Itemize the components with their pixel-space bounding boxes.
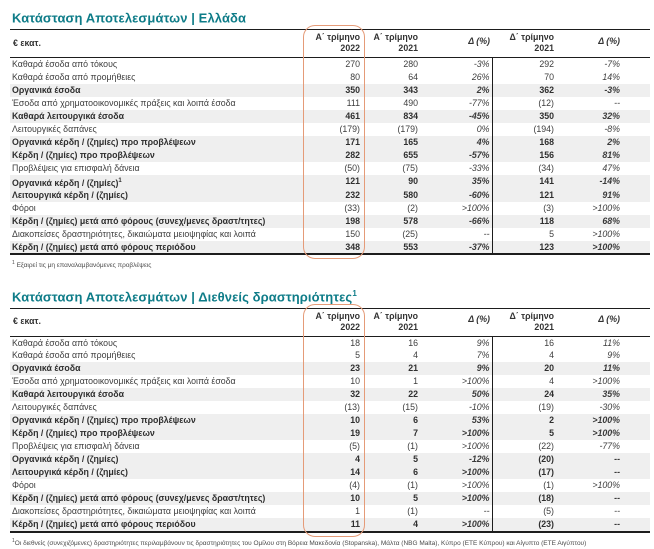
row-label: Κέρδη / (ζημίες) μετά από φόρους περιόδου bbox=[12, 241, 196, 252]
delta-percent-cell: 26% bbox=[420, 71, 492, 84]
value-cell: 198 bbox=[345, 216, 360, 227]
footnote-text: Εξαιρεί τις μη επαναλαμβανόμενες προβλέψεις bbox=[14, 262, 152, 270]
delta-percent-cell: -- bbox=[420, 228, 492, 241]
value-cell: 350 bbox=[539, 110, 554, 121]
table-row bbox=[10, 189, 650, 202]
delta-percent-cell: -10% bbox=[420, 401, 492, 414]
delta-percent-cell: -77% bbox=[420, 97, 492, 110]
title-text: Κατάσταση Αποτελεσμάτων | Ελλάδα bbox=[12, 10, 247, 26]
table-row bbox=[10, 71, 650, 84]
value-cell: 5 bbox=[549, 428, 554, 439]
value-cell: (179) bbox=[339, 123, 360, 134]
value-cell: (18) bbox=[538, 493, 554, 504]
value-cell: (4) bbox=[349, 480, 360, 491]
header-row bbox=[10, 308, 650, 336]
table-row bbox=[10, 401, 650, 414]
delta-percent-cell: 11% bbox=[603, 337, 620, 348]
spacer-cell bbox=[622, 149, 650, 162]
row-label: Έσοδα από χρηματοοικονομικές πράξεις και λοιπά έσοδα bbox=[12, 97, 236, 108]
spacer-cell bbox=[622, 336, 650, 349]
value-cell: 282 bbox=[345, 149, 360, 160]
value-cell: 10 bbox=[350, 493, 360, 504]
value-cell: 461 bbox=[345, 110, 360, 121]
spacer-cell bbox=[622, 505, 650, 518]
column-header-δ-: Δ (%) bbox=[556, 30, 622, 58]
table-row bbox=[10, 453, 650, 466]
row-label: Φόροι bbox=[12, 203, 36, 214]
row-label: Προβλέψεις για επισφαλή δάνεια bbox=[12, 441, 140, 452]
column-header-α-τρ-μηνο-2022: Α΄ τρίμηνο 2022 bbox=[305, 308, 362, 336]
value-cell: 16 bbox=[544, 337, 554, 348]
row-label: Οργανικά κέρδη / (ζημίες) bbox=[12, 454, 119, 465]
spacer-cell bbox=[622, 241, 650, 255]
row-label: Λειτουργικές δαπάνες bbox=[12, 402, 97, 413]
spacer-cell bbox=[622, 479, 650, 492]
table-row bbox=[10, 362, 650, 375]
spacer-cell bbox=[622, 427, 650, 440]
delta-percent-cell: 9% bbox=[420, 362, 492, 375]
value-cell: (2) bbox=[407, 203, 418, 214]
value-cell: (194) bbox=[533, 123, 554, 134]
delta-percent-cell: 7% bbox=[420, 349, 492, 362]
table-row bbox=[10, 58, 650, 71]
value-cell: (22) bbox=[538, 441, 554, 452]
delta-percent-cell: -- bbox=[614, 519, 620, 530]
spacer-cell bbox=[622, 401, 650, 414]
table-row bbox=[10, 375, 650, 388]
value-cell: 168 bbox=[539, 136, 554, 147]
value-cell: 171 bbox=[345, 136, 360, 147]
delta-percent-cell: -37% bbox=[420, 241, 492, 255]
value-cell: 4 bbox=[549, 376, 554, 387]
delta-percent-cell: >100% bbox=[592, 480, 620, 491]
value-cell: 270 bbox=[345, 59, 360, 69]
value-cell: 121 bbox=[345, 176, 360, 187]
delta-percent-cell: 35% bbox=[420, 175, 492, 189]
table-row bbox=[10, 149, 650, 162]
value-cell: (20) bbox=[538, 454, 554, 465]
value-cell: 121 bbox=[539, 190, 554, 201]
table-row bbox=[10, 336, 650, 349]
column-header-α-τρ-μηνο-2022: Α΄ τρίμηνο 2022 bbox=[305, 30, 362, 58]
value-cell: 6 bbox=[413, 467, 418, 478]
page-title bbox=[12, 6, 650, 26]
table-row bbox=[10, 440, 650, 453]
delta-percent-cell: >100% bbox=[420, 479, 492, 492]
delta-percent-cell: -- bbox=[614, 454, 620, 465]
value-cell: 350 bbox=[345, 84, 360, 95]
value-cell: (5) bbox=[349, 441, 360, 452]
delta-percent-cell: -45% bbox=[420, 110, 492, 123]
table-row bbox=[10, 427, 650, 440]
value-cell: 7 bbox=[413, 428, 418, 439]
footnote-marker: 1 bbox=[12, 260, 15, 267]
spacer-header-cell bbox=[622, 30, 650, 58]
row-label: Κέρδη / (ζημίες) προ προβλέψεων bbox=[12, 428, 155, 439]
value-cell: 5 bbox=[413, 493, 418, 504]
value-cell: (3) bbox=[543, 203, 554, 214]
column-header-α-τρ-μηνο-2021: Α΄ τρίμηνο 2021 bbox=[362, 30, 420, 58]
value-cell: 362 bbox=[539, 84, 554, 95]
delta-percent-cell: -8% bbox=[604, 123, 620, 134]
table-row bbox=[10, 202, 650, 215]
value-cell: 343 bbox=[403, 84, 418, 95]
spacer-cell bbox=[622, 123, 650, 136]
value-cell: 4 bbox=[413, 350, 418, 361]
value-cell: (1) bbox=[407, 480, 418, 491]
spacer-cell bbox=[622, 453, 650, 466]
row-label: Λειτουργικά κέρδη / (ζημίες) bbox=[12, 467, 128, 478]
table-row bbox=[10, 505, 650, 518]
delta-percent-cell: 2% bbox=[420, 84, 492, 97]
delta-percent-cell: >100% bbox=[420, 492, 492, 505]
spacer-cell bbox=[622, 84, 650, 97]
value-cell: (1) bbox=[407, 506, 418, 517]
title-superscript: 1 bbox=[352, 288, 357, 298]
delta-percent-cell: >100% bbox=[420, 440, 492, 453]
row-label: Οργανικά έσοδα bbox=[12, 84, 81, 95]
row-label: Οργανικά κέρδη / (ζημίες) προ προβλέψεων bbox=[12, 136, 196, 147]
spacer-cell bbox=[622, 202, 650, 215]
value-cell: 580 bbox=[403, 190, 418, 201]
value-cell: 150 bbox=[345, 229, 360, 240]
value-cell: (23) bbox=[538, 519, 554, 530]
row-label: Καθαρά λειτουργικά έσοδα bbox=[12, 389, 125, 400]
value-cell: 5 bbox=[413, 454, 418, 465]
value-cell: (17) bbox=[538, 467, 554, 478]
table-row bbox=[10, 162, 650, 175]
value-cell: 32 bbox=[350, 389, 360, 400]
value-cell: 90 bbox=[408, 176, 418, 187]
value-cell: 118 bbox=[539, 216, 554, 227]
column-header-δ-: Δ (%) bbox=[420, 308, 492, 336]
value-cell: 348 bbox=[345, 241, 360, 252]
spacer-cell bbox=[622, 189, 650, 202]
unit-header-cell: € εκατ. bbox=[10, 308, 305, 336]
spacer-cell bbox=[622, 466, 650, 479]
title-text: Κατάσταση Αποτελεσμάτων | Διεθνείς δραστηριότητες bbox=[12, 288, 353, 304]
table-row bbox=[10, 175, 650, 189]
value-cell: 4 bbox=[413, 519, 418, 530]
value-cell: 18 bbox=[350, 337, 360, 348]
row-label: Λειτουργικές δαπάνες bbox=[12, 123, 97, 134]
delta-percent-cell: -- bbox=[614, 506, 620, 517]
spacer-cell bbox=[622, 349, 650, 362]
row-label: Οργανικά έσοδα bbox=[12, 363, 81, 374]
column-header-δ-: Δ (%) bbox=[420, 30, 492, 58]
value-cell: 292 bbox=[539, 59, 554, 69]
delta-percent-cell: 68% bbox=[602, 216, 620, 227]
value-cell: 16 bbox=[408, 337, 418, 348]
delta-percent-cell: >100% bbox=[592, 415, 620, 426]
spacer-cell bbox=[622, 175, 650, 189]
delta-percent-cell: >100% bbox=[592, 428, 620, 439]
page-title-international bbox=[12, 285, 650, 302]
row-label: Προβλέψεις για επισφαλή δάνεια bbox=[12, 162, 140, 173]
value-cell: 123 bbox=[539, 241, 554, 252]
value-cell: (19) bbox=[538, 402, 554, 413]
value-cell: 24 bbox=[544, 389, 554, 400]
delta-percent-cell: 4% bbox=[420, 136, 492, 149]
table-row bbox=[10, 136, 650, 149]
delta-percent-cell: >100% bbox=[592, 376, 620, 387]
value-cell: (1) bbox=[543, 480, 554, 491]
row-label: Καθαρά έσοδα από προμήθειες bbox=[12, 71, 136, 82]
row-label: Οργανικά κέρδη / (ζημίες) προ προβλέψεων bbox=[12, 415, 196, 426]
spacer-cell bbox=[622, 215, 650, 228]
row-label: Διακοπείσες δραστηριότητες, δικαιώματα μειοψηφίας και λοιπά bbox=[12, 506, 256, 517]
delta-percent-cell: -14% bbox=[599, 176, 620, 187]
table-row bbox=[10, 123, 650, 136]
value-cell: 10 bbox=[350, 376, 360, 387]
value-cell: (179) bbox=[397, 123, 418, 134]
spacer-header-cell bbox=[622, 308, 650, 336]
row-label: Καθαρά έσοδα από τόκους bbox=[12, 59, 118, 69]
header-row bbox=[10, 30, 650, 58]
spacer-cell bbox=[622, 136, 650, 149]
value-cell: 655 bbox=[403, 149, 418, 160]
value-cell: 156 bbox=[539, 149, 554, 160]
spacer-cell bbox=[622, 110, 650, 123]
table-row bbox=[10, 414, 650, 427]
table-row bbox=[10, 228, 650, 241]
value-cell: (13) bbox=[344, 402, 360, 413]
delta-percent-cell: -33% bbox=[420, 162, 492, 175]
value-cell: (1) bbox=[407, 441, 418, 452]
table-row bbox=[10, 388, 650, 401]
value-cell: (15) bbox=[402, 402, 418, 413]
value-cell: 22 bbox=[408, 389, 418, 400]
table-row bbox=[10, 349, 650, 362]
value-cell: 578 bbox=[403, 216, 418, 227]
value-cell: 70 bbox=[544, 71, 554, 82]
table-row bbox=[10, 97, 650, 110]
value-cell: (34) bbox=[538, 162, 554, 173]
column-header-δ-τρ-μηνο-2021: Δ΄ τρίμηνο 2021 bbox=[492, 308, 556, 336]
value-cell: 141 bbox=[539, 176, 554, 187]
delta-percent-cell: >100% bbox=[592, 229, 620, 240]
row-label: Καθαρά έσοδα από τόκους bbox=[12, 337, 118, 348]
value-cell: 5 bbox=[355, 350, 360, 361]
row-label: Διακοπείσες δραστηριότητες, δικαιώματα μειοψηφίας και λοιπά bbox=[12, 229, 256, 240]
table-row bbox=[10, 518, 650, 532]
table-row bbox=[10, 466, 650, 479]
delta-percent-cell: -- bbox=[614, 493, 620, 504]
delta-percent-cell: -- bbox=[614, 467, 620, 478]
delta-percent-cell: -60% bbox=[420, 189, 492, 202]
delta-percent-cell: 91% bbox=[602, 190, 620, 201]
delta-percent-cell: >100% bbox=[592, 241, 620, 252]
delta-percent-cell: 35% bbox=[602, 389, 620, 400]
row-label: Έσοδα από χρηματοοικονομικές πράξεις και λοιπά έσοδα bbox=[12, 376, 236, 387]
spacer-cell bbox=[622, 440, 650, 453]
row-label: Λειτουργικά κέρδη / (ζημίες) bbox=[12, 190, 128, 201]
delta-percent-cell: >100% bbox=[420, 518, 492, 532]
value-cell: 4 bbox=[355, 454, 360, 465]
delta-percent-cell: 14% bbox=[602, 71, 620, 82]
value-cell: 232 bbox=[345, 190, 360, 201]
spacer-cell bbox=[622, 492, 650, 505]
delta-percent-cell: -30% bbox=[599, 402, 620, 413]
table-row bbox=[10, 84, 650, 97]
row-label: Οργανικά κέρδη / $(\zeta\eta\mu ί\varepsilon\varsigma)^1$ bbox=[12, 177, 122, 188]
value-cell: 19 bbox=[350, 428, 360, 439]
value-cell: 490 bbox=[403, 97, 418, 108]
delta-percent-cell: 9% bbox=[420, 336, 492, 349]
row-label: Κέρδη / (ζημίες) μετά από φόρους περιόδου bbox=[12, 519, 196, 530]
value-cell: 834 bbox=[403, 110, 418, 121]
value-cell: (12) bbox=[538, 97, 554, 108]
column-header-δ-: Δ (%) bbox=[556, 308, 622, 336]
delta-percent-cell: -7% bbox=[604, 59, 620, 69]
delta-percent-cell: 47% bbox=[602, 162, 620, 173]
delta-percent-cell: -- bbox=[614, 97, 620, 108]
delta-percent-cell: -66% bbox=[420, 215, 492, 228]
footnote bbox=[12, 537, 650, 548]
table-row bbox=[10, 479, 650, 492]
value-cell: 1 bbox=[413, 376, 418, 387]
value-cell: 14 bbox=[350, 467, 360, 478]
row-label: Καθαρά λειτουργικά έσοδα bbox=[12, 110, 125, 121]
value-cell: 80 bbox=[350, 71, 360, 82]
spacer-cell bbox=[622, 388, 650, 401]
income-statement-international-section bbox=[10, 285, 650, 548]
value-cell: 2 bbox=[549, 415, 554, 426]
value-cell: 64 bbox=[408, 71, 418, 82]
footnote-text: Οι διεθνείς (συνεχιζόμενες) δραστηριότητες περιλαμβάνουν τις δραστηριότητες του Ομίλου στη Βόρεια Μακεδονία (Stopanska), Μάλτα (NBG Malta), Κύπρο (ΕΤΕ Κύπρου) και Αίγυπτο (ΕΤΕ Αιγύπτου) bbox=[14, 539, 587, 547]
delta-percent-cell: -12% bbox=[420, 453, 492, 466]
footnote bbox=[12, 259, 650, 270]
value-cell: 21 bbox=[408, 363, 418, 374]
value-cell: 10 bbox=[350, 415, 360, 426]
delta-percent-cell: 2% bbox=[607, 136, 620, 147]
delta-percent-cell: -- bbox=[420, 505, 492, 518]
value-cell: (33) bbox=[344, 203, 360, 214]
delta-percent-cell: -3% bbox=[604, 84, 620, 95]
spacer-cell bbox=[622, 97, 650, 110]
delta-percent-cell: >100% bbox=[592, 203, 620, 214]
row-label-superscript: 1 bbox=[118, 177, 122, 184]
international-financial-table bbox=[10, 308, 650, 533]
value-cell: 1 bbox=[355, 506, 360, 517]
delta-percent-cell: -3% bbox=[420, 58, 492, 71]
delta-percent-cell: >100% bbox=[420, 427, 492, 440]
delta-percent-cell: 0% bbox=[420, 123, 492, 136]
row-label: Καθαρά έσοδα από προμήθειες bbox=[12, 350, 136, 361]
delta-percent-cell: 9% bbox=[607, 350, 620, 361]
value-cell: 553 bbox=[403, 241, 418, 252]
row-label: Κέρδη / (ζημίες) μετά από φόρους (συνεχ/μενες δραστ/τητες) bbox=[12, 216, 266, 227]
value-cell: 11 bbox=[350, 519, 360, 530]
value-cell: 280 bbox=[403, 59, 418, 69]
spacer-cell bbox=[622, 518, 650, 532]
table-row bbox=[10, 492, 650, 505]
spacer-cell bbox=[622, 162, 650, 175]
delta-percent-cell: -77% bbox=[599, 441, 620, 452]
spacer-cell bbox=[622, 414, 650, 427]
delta-percent-cell: 53% bbox=[420, 414, 492, 427]
value-cell: (75) bbox=[402, 162, 418, 173]
spacer-cell bbox=[622, 228, 650, 241]
value-cell: 20 bbox=[544, 363, 554, 374]
table-row bbox=[10, 215, 650, 228]
delta-percent-cell: >100% bbox=[420, 466, 492, 479]
value-cell: (25) bbox=[402, 229, 418, 240]
value-cell: (5) bbox=[543, 506, 554, 517]
value-cell: 6 bbox=[413, 415, 418, 426]
value-cell: (50) bbox=[344, 162, 360, 173]
table-row bbox=[10, 110, 650, 123]
row-label: Φόροι bbox=[12, 480, 36, 491]
footnote-marker: 1 bbox=[12, 537, 15, 544]
delta-percent-cell: 11% bbox=[603, 363, 620, 374]
delta-percent-cell: -57% bbox=[420, 149, 492, 162]
value-cell: 5 bbox=[549, 229, 554, 240]
row-label: Κέρδη / (ζημίες) προ προβλέψεων bbox=[12, 149, 155, 160]
income-statement-greece-section bbox=[10, 6, 650, 271]
delta-percent-cell: >100% bbox=[420, 202, 492, 215]
delta-percent-cell: >100% bbox=[420, 375, 492, 388]
delta-percent-cell: 50% bbox=[420, 388, 492, 401]
unit-header-cell: € εκατ. bbox=[10, 30, 305, 58]
spacer-cell bbox=[622, 58, 650, 71]
delta-percent-cell: 81% bbox=[602, 149, 620, 160]
value-cell: 165 bbox=[403, 136, 418, 147]
spacer-cell bbox=[622, 375, 650, 388]
delta-percent-cell: 32% bbox=[602, 110, 620, 121]
greece-financial-table bbox=[10, 29, 650, 255]
column-header-δ-τρ-μηνο-2021: Δ΄ τρίμηνο 2021 bbox=[492, 30, 556, 58]
value-cell: 23 bbox=[350, 363, 360, 374]
value-cell: 111 bbox=[346, 97, 360, 108]
value-cell: 4 bbox=[549, 350, 554, 361]
spacer-cell bbox=[622, 362, 650, 375]
spacer-cell bbox=[622, 71, 650, 84]
row-label: Κέρδη / (ζημίες) μετά από φόρους (συνεχ/μενες δραστ/τητες) bbox=[12, 493, 266, 504]
table-row bbox=[10, 241, 650, 255]
column-header-α-τρ-μηνο-2021: Α΄ τρίμηνο 2021 bbox=[362, 308, 420, 336]
